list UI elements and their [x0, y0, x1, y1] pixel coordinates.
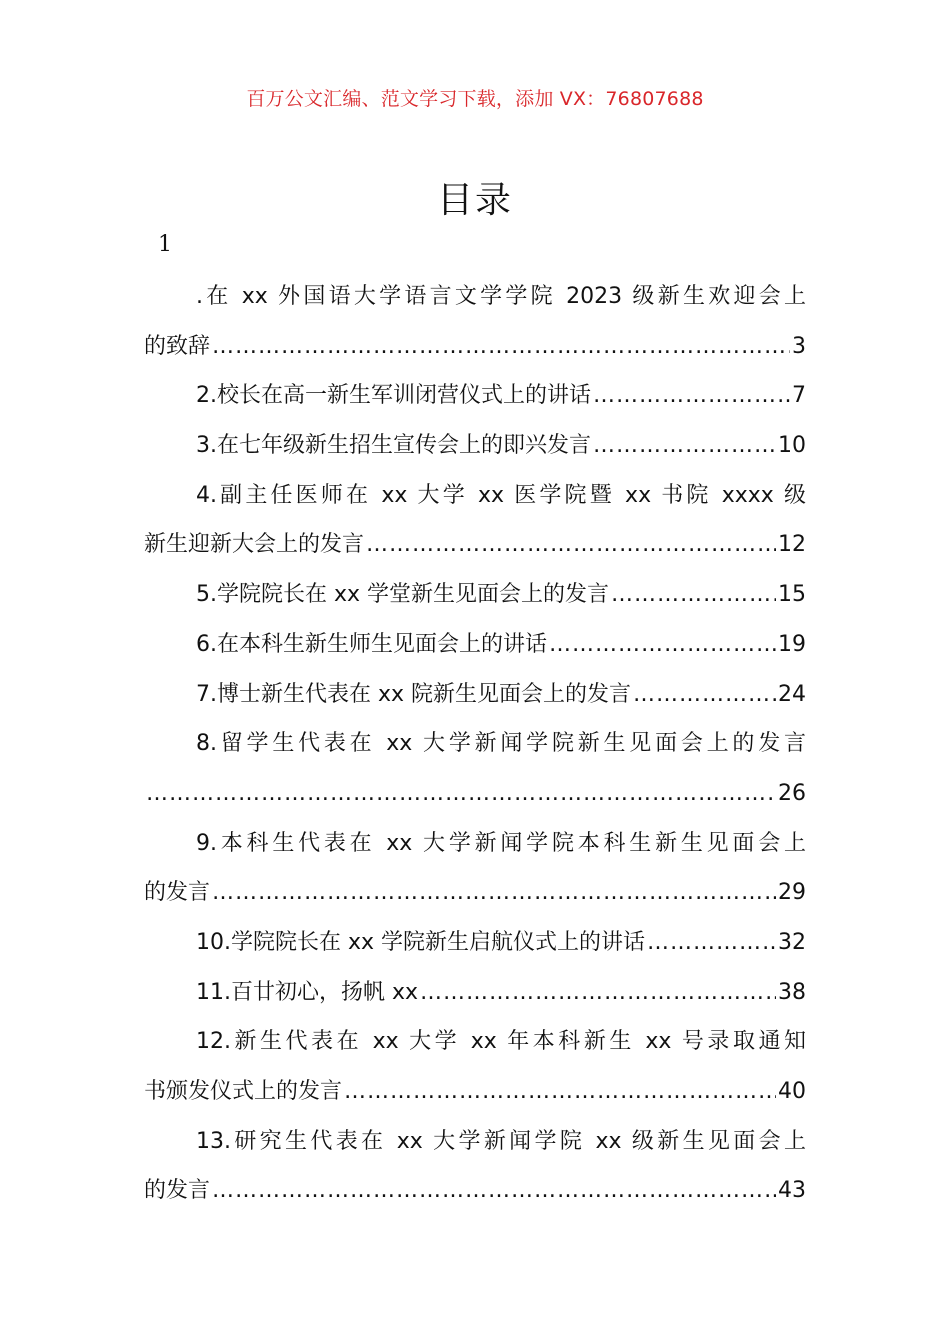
toc-entry[interactable] [144, 471, 806, 570]
toc-entry[interactable] [144, 719, 806, 818]
toc-entry-title: 11.百廿初心，扬帆 xx [196, 979, 419, 1005]
toc-entry-title: 2.校长在高一新生军训闭营仪式上的讲话 [196, 383, 591, 409]
toc-entry-title: 12.新生代表在 xx 大学 xx 年本科新生 xx 号录取通知 [196, 1029, 806, 1055]
page-marker: 1 [158, 232, 172, 257]
toc-entry-title-cont: 新生迎新大会上的发言 [144, 532, 365, 558]
toc-page-number: 26 [778, 780, 806, 806]
toc-entry-title: 7.博士新生代表在 xx 院新生见面会上的发言 [196, 681, 632, 707]
toc-entry[interactable] [144, 421, 806, 471]
toc-entry[interactable] [144, 570, 806, 620]
toc-entry[interactable] [144, 620, 806, 670]
toc-dot-leader [212, 868, 776, 918]
toc-entry-title: .在 xx 外国语大学语言文学学院 2023 级新生欢迎会上 [196, 284, 806, 309]
toc-entry[interactable] [144, 1017, 806, 1116]
toc-page-number: 29 [778, 880, 806, 906]
toc-page-number: 38 [778, 979, 806, 1005]
toc-dot-leader [633, 670, 776, 720]
toc-entry-title-cont: 的发言 [144, 880, 211, 906]
toc-entry-title: 10.学院院长在 xx 学院新生启航仪式上的讲话 [196, 929, 646, 955]
header-note: 百万公文汇编、范文学习下载，添加 VX：76807688 [246, 88, 704, 110]
toc-entry[interactable] [144, 272, 806, 371]
toc-dot-leader [366, 520, 776, 570]
table-of-contents [144, 272, 806, 1216]
toc-entry-title: 13.研究生代表在 xx 大学新闻学院 xx 级新生见面会上 [196, 1128, 806, 1154]
toc-entry[interactable] [144, 371, 806, 421]
toc-entry-title: 3.在七年级新生招生宣传会上的即兴发言 [196, 433, 591, 459]
toc-page-number: 15 [778, 582, 806, 608]
toc-dot-leader [212, 322, 790, 372]
toc-entry[interactable] [144, 670, 806, 720]
toc-page-number: 10 [778, 433, 806, 459]
toc-entry[interactable] [144, 819, 806, 918]
toc-entry[interactable] [144, 968, 806, 1018]
toc-page-number: 40 [778, 1079, 806, 1104]
toc-page-number: 7 [792, 383, 806, 409]
toc-page-number: 3 [792, 333, 806, 359]
toc-page-number: 32 [778, 929, 806, 955]
toc-entry-title: 8.留学生代表在 xx 大学新闻学院新生见面会上的发言 [196, 731, 806, 757]
toc-page-number: 19 [778, 631, 806, 657]
toc-dot-leader [593, 421, 776, 471]
toc-dot-leader [549, 620, 776, 670]
toc-page-number: 12 [778, 532, 806, 558]
toc-dot-leader [420, 968, 776, 1018]
toc-entry[interactable] [144, 918, 806, 968]
toc-dot-leader [647, 918, 776, 968]
toc-dot-leader [212, 1166, 776, 1216]
toc-entry[interactable] [144, 1117, 806, 1216]
toc-dot-leader [593, 371, 790, 421]
toc-dot-leader [146, 769, 776, 819]
page-title: 目录 [436, 180, 513, 221]
toc-page-number: 43 [778, 1178, 806, 1204]
toc-entry-title: 4.副主任医师在 xx 大学 xx 医学院暨 xx 书院 xxxx 级 [196, 482, 806, 508]
toc-entry-title-cont: 书颁发仪式上的发言 [144, 1079, 343, 1104]
toc-entry-title: 6.在本科生新生师生见面会上的讲话 [196, 631, 547, 657]
toc-entry-title-cont: 的致辞 [144, 333, 211, 359]
toc-page-number: 24 [778, 681, 806, 707]
toc-entry-title: 5.学院院长在 xx 学堂新生见面会上的发言 [196, 582, 610, 608]
toc-dot-leader [611, 570, 776, 620]
toc-dot-leader [344, 1067, 776, 1117]
toc-entry-title: 9.本科生代表在 xx 大学新闻学院本科生新生见面会上 [196, 830, 806, 856]
toc-entry-title-cont: 的发言 [144, 1178, 211, 1204]
